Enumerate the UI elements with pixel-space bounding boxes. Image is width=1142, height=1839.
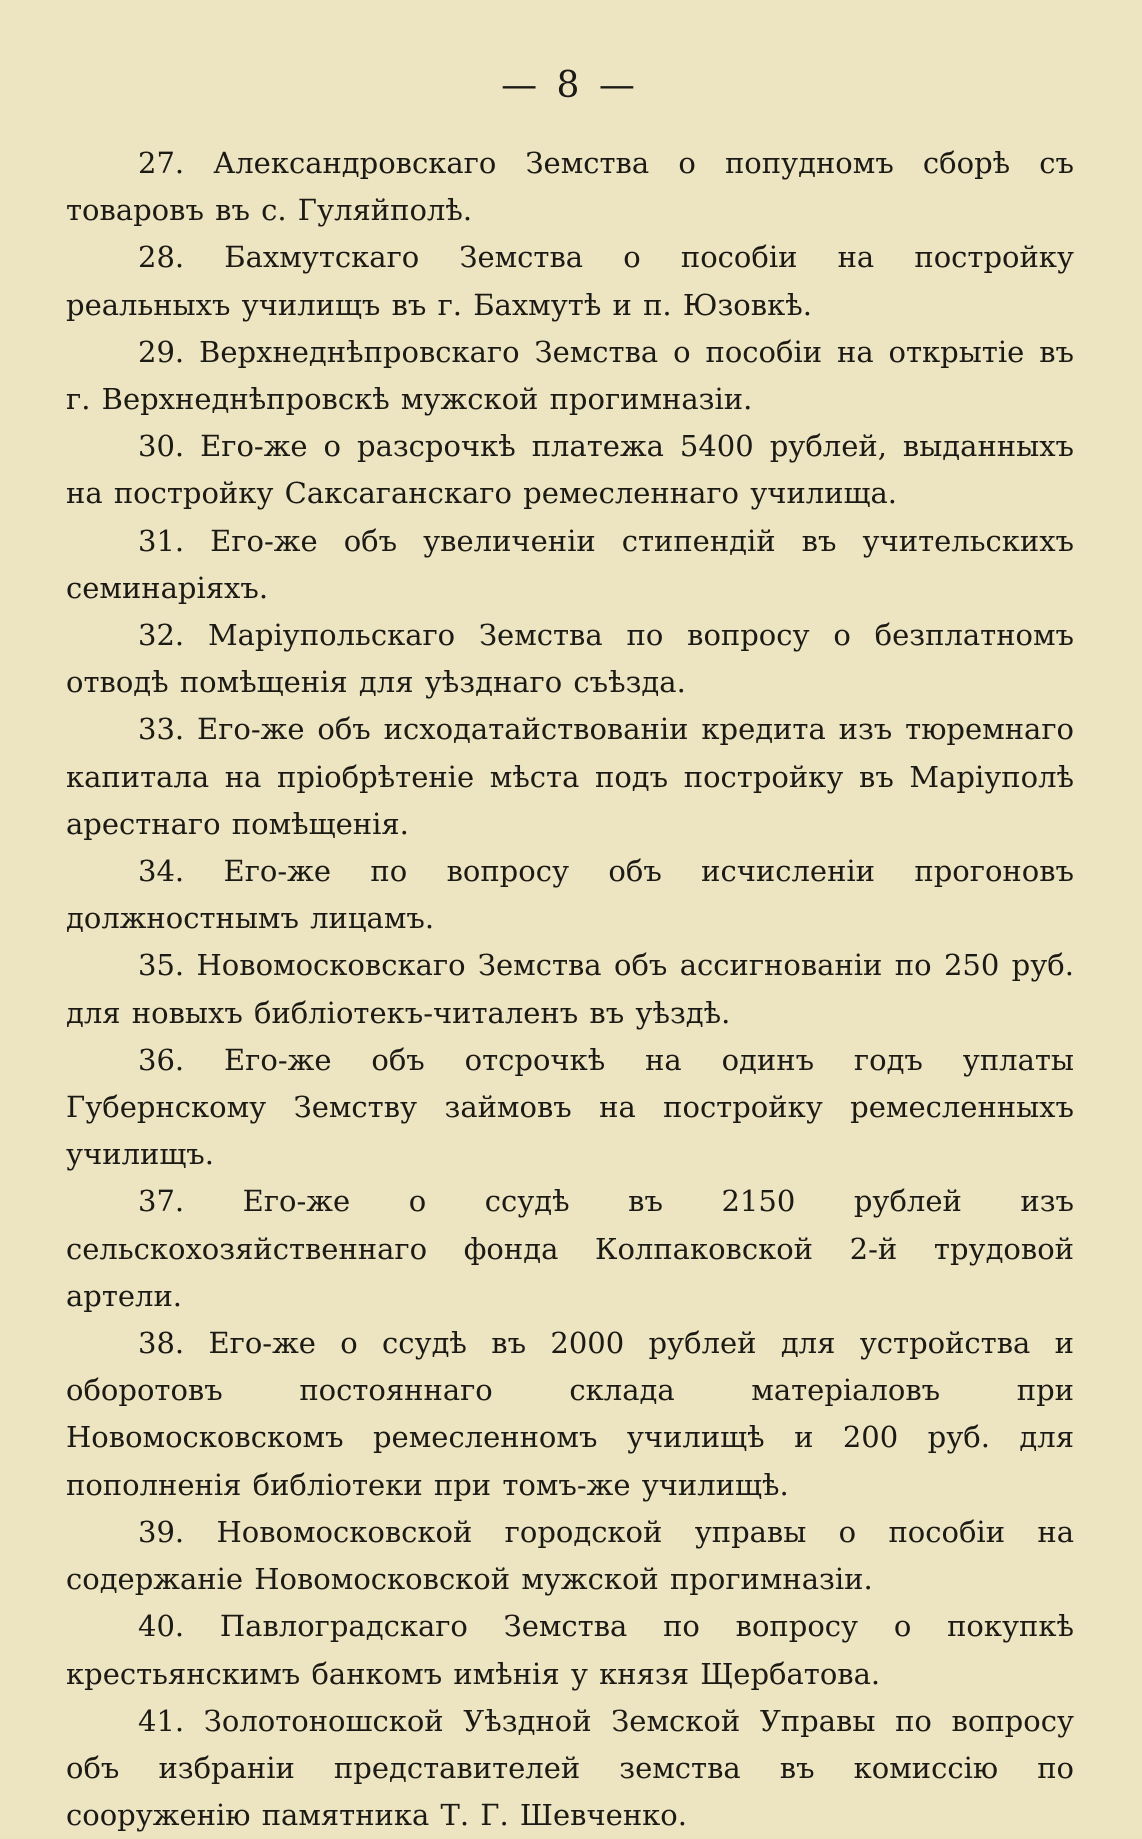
agenda-item-38: 38. Его-же о ссудѣ въ 2000 рублей для устройства и оборотовъ постояннаго склада матеріаловъ при Новомосковскомъ ремесленномъ училищѣ и 200 руб. для пополненія библіотеки при томъ-же училищѣ. (66, 1326, 1074, 1502)
agenda-list (66, 140, 1074, 1839)
agenda-item-30: 30. Его-же о разсрочкѣ платежа 5400 рублей, выданныхъ на постройку Саксаганскаго ремесленнаго училища. (66, 429, 1074, 511)
agenda-item-36: 36. Его-же объ отсрочкѣ на одинъ годъ уплаты Губернскому Земству займовъ на постройку ремесленныхъ училищъ. (66, 1042, 1074, 1172)
agenda-item-33: 33. Его-же объ исходатайствованіи кредита изъ тюремнаго капитала на пріобрѣтеніе мѣста подъ постройку въ Маріуполѣ арестнаго помѣщенія. (66, 712, 1074, 841)
agenda-item-32: 32. Маріупольскаго Земства по вопросу о безплатномъ отводѣ помѣщенія для уѣзднаго съѣзда. (66, 618, 1074, 700)
agenda-item-37: 37. Его-же о ссудѣ въ 2150 рублей изъ сельскохозяйственнаго фонда Колпаковской 2-й трудовой артели. (66, 1184, 1074, 1313)
agenda-item-41: 41. Золотоношской Уѣздной Земской Управы по вопросу объ избраніи представителей земства въ комиссію по сооруженію памятника Т. Г. Шевченко. (66, 1703, 1074, 1833)
page-number: — 8 — (501, 65, 639, 106)
agenda-item-34: 34. Его-же по вопросу объ исчисленіи прогоновъ должностнымъ лицамъ. (66, 854, 1074, 936)
agenda-item-29: 29. Верхнеднѣпровскаго Земства о пособіи на открытіе въ г. Верхнеднѣпровскѣ мужской прогимназіи. (66, 334, 1074, 417)
agenda-item-35: 35. Новомосковскаго Земства объ ассигнованіи по 250 руб. для новыхъ библіотекъ-читаленъ въ уѣздѣ. (66, 948, 1074, 1030)
agenda-item-31: 31. Его-же объ увеличеніи стипендій въ учительскихъ семинаріяхъ. (66, 523, 1074, 605)
agenda-item-28: 28. Бахмутскаго Земства о пособіи на постройку реальныхъ училищъ въ г. Бахмутѣ и п. Юзовкѣ. (66, 240, 1074, 322)
agenda-item-27: 27. Александровскаго Земства о попудномъ сборѣ съ товаровъ въ с. Гуляйполѣ. (66, 146, 1074, 228)
agenda-item-39: 39. Новомосковской городской управы о пособіи на содержаніе Новомосковской мужской прогимназіи. (66, 1514, 1074, 1597)
agenda-item-40: 40. Павлоградскаго Земства по вопросу о покупкѣ крестьянскимъ банкомъ имѣнія у князя Щербатова. (66, 1609, 1074, 1691)
